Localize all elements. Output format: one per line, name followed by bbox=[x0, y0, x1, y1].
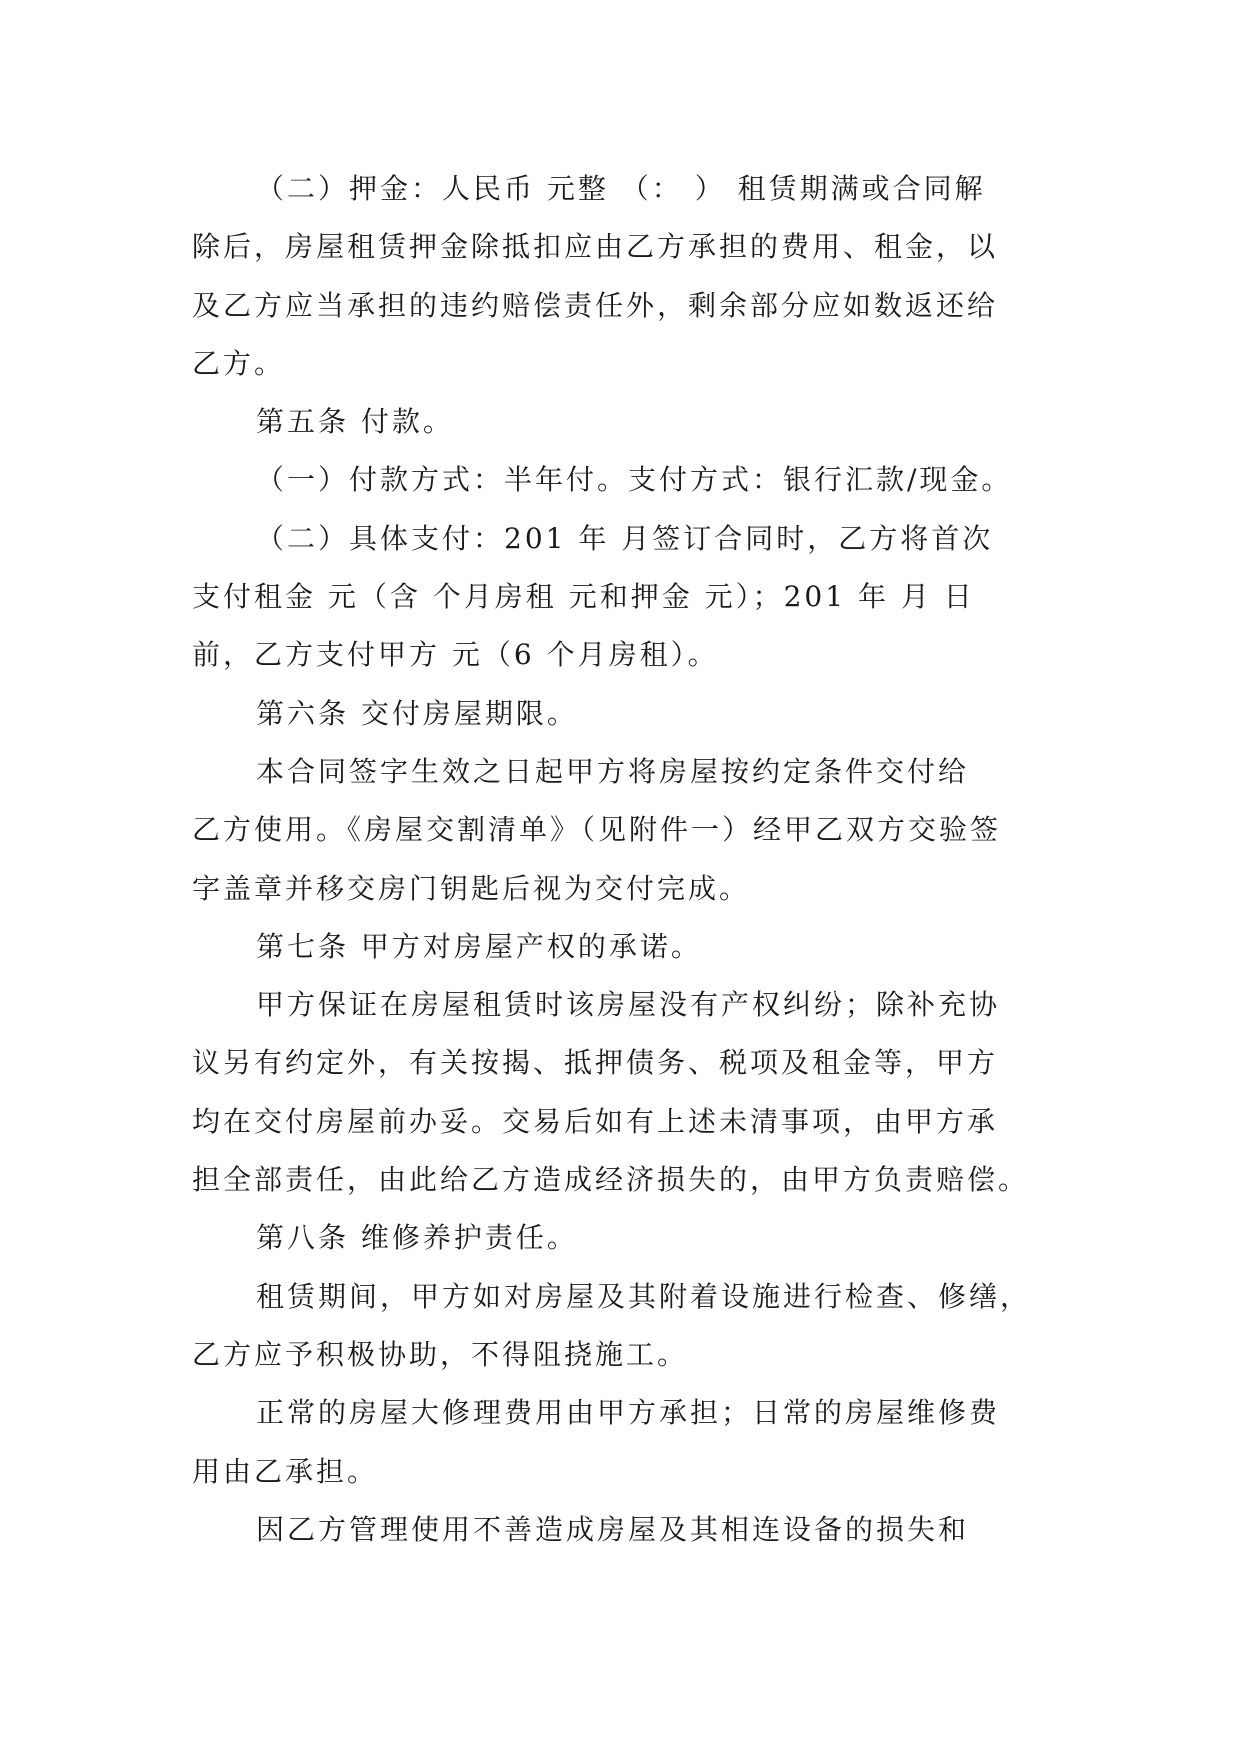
text-line: 及乙方应当承担的违约赔偿责任外，剩余部分应如数返还给 bbox=[192, 288, 999, 322]
text-line: 租赁期间，甲方如对房屋及其附着设施进行检查、修缮， bbox=[256, 1279, 1032, 1313]
text-line: 甲方保证在房屋租赁时该房屋没有产权纠纷；除补充协 bbox=[256, 988, 1001, 1022]
section-heading: 第八条 维修养护责任。 bbox=[256, 1221, 578, 1255]
text-line: 乙方应予积极协助，不得阻挠施工。 bbox=[192, 1337, 689, 1371]
text-line: （二）押金：人民币 元整 （： ） 租赁期满或合同解 bbox=[256, 172, 986, 205]
text-line: （一）付款方式：半年付。支付方式：银行汇款/现金。 bbox=[256, 463, 1013, 497]
text-line: 支付租金 元（含 个月房租 元和押金 元）；201 年 月 日 bbox=[192, 580, 975, 614]
section-heading: 第六条 交付房屋期限。 bbox=[256, 696, 578, 730]
text-line: 正常的房屋大修理费用由甲方承担；日常的房屋维修费 bbox=[256, 1396, 1001, 1430]
text-line: 议另有约定外，有关按揭、抵押债务、税项及租金等，甲方 bbox=[192, 1046, 999, 1080]
text-line: 除后，房屋租赁押金除抵扣应由乙方承担的费用、租金，以 bbox=[192, 230, 999, 264]
text-line: 字盖章并移交房门钥匙后视为交付完成。 bbox=[192, 871, 751, 905]
text-line: （二）具体支付：201 年 月签订合同时，乙方将首次 bbox=[256, 521, 994, 555]
text-line: 因乙方管理使用不善造成房屋及其相连设备的损失和 bbox=[256, 1512, 970, 1546]
text-line: 用由乙承担。 bbox=[192, 1454, 379, 1488]
text-line: 担全部责任，由此给乙方造成经济损失的，由甲方负责赔偿。 bbox=[192, 1163, 1030, 1197]
text-line: 乙方。 bbox=[192, 346, 286, 380]
document-body bbox=[192, 160, 1062, 1559]
section-heading: 第七条 甲方对房屋产权的承诺。 bbox=[256, 929, 702, 963]
section-heading: 第五条 付款。 bbox=[256, 405, 454, 439]
text-line: 前，乙方支付甲方 元（6 个月房租）。 bbox=[192, 638, 719, 672]
text-line: 均在交付房屋前办妥。交易后如有上述未清事项，由甲方承 bbox=[192, 1104, 999, 1138]
text-line: 本合同签字生效之日起甲方将房屋按约定条件交付给 bbox=[256, 754, 970, 788]
text-line: 乙方使用。《房屋交割清单》（见附件一）经甲乙双方交验签 bbox=[192, 813, 1002, 847]
